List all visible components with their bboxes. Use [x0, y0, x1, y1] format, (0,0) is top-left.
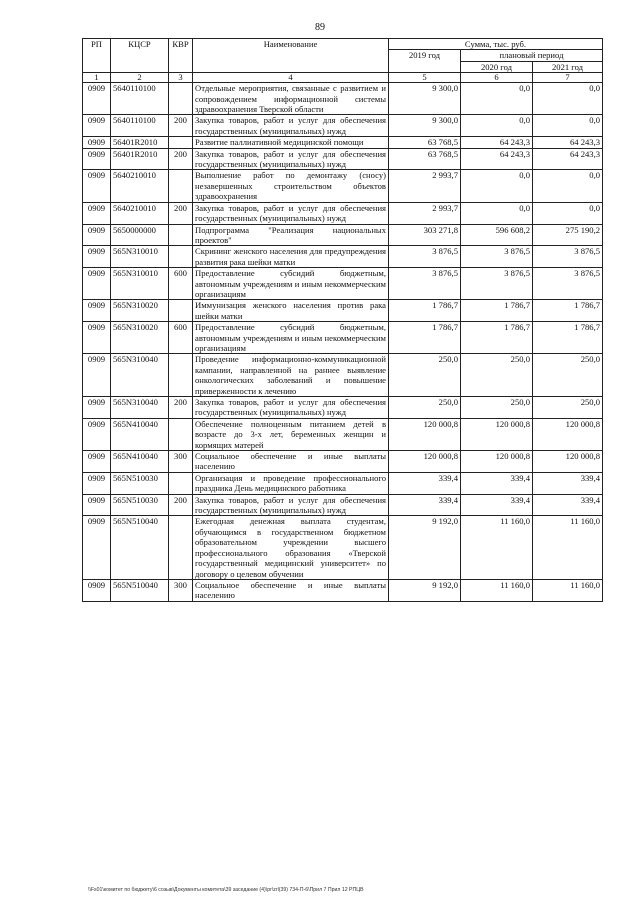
- cell-sum-2019: 3 876,5: [389, 246, 461, 268]
- cell-kcsr: 565N510030: [111, 472, 169, 494]
- cell-sum-2021: 64 243,3: [533, 148, 603, 170]
- cell-kcsr: 565N310040: [111, 397, 169, 419]
- cell-name: Отдельные мероприятия, связанные с развитием и сопровождением информационной системы здравоохранения Тверской области: [193, 83, 389, 115]
- cell-sum-2021: 0,0: [533, 83, 603, 115]
- cell-rp: 0909: [83, 472, 111, 494]
- cell-name: Развитие паллиативной медицинской помощи: [193, 137, 389, 148]
- header-kcsr: КЦСР: [111, 39, 169, 73]
- column-index: 3: [169, 73, 193, 83]
- cell-sum-2021: 339,4: [533, 472, 603, 494]
- cell-kvr: [169, 224, 193, 246]
- table-row: [83, 202, 603, 224]
- cell-rp: 0909: [83, 494, 111, 516]
- cell-kvr: 300: [169, 451, 193, 473]
- cell-rp: 0909: [83, 202, 111, 224]
- cell-sum-2021: 120 000,8: [533, 451, 603, 473]
- cell-name: Социальное обеспечение и иные выплаты населению: [193, 451, 389, 473]
- cell-name: Подпрограмма "Реализация национальных проектов": [193, 224, 389, 246]
- cell-sum-2019: 63 768,5: [389, 137, 461, 148]
- cell-rp: 0909: [83, 137, 111, 148]
- cell-kcsr: 565N310040: [111, 354, 169, 397]
- cell-name: Закупка товаров, работ и услуг для обеспечения государственных (муниципальных) нужд: [193, 202, 389, 224]
- cell-sum-2020: 64 243,3: [461, 137, 533, 148]
- cell-sum-2021: 339,4: [533, 494, 603, 516]
- cell-sum-2019: 120 000,8: [389, 418, 461, 450]
- cell-kcsr: 5640210010: [111, 202, 169, 224]
- cell-kvr: [169, 418, 193, 450]
- cell-sum-2021: 120 000,8: [533, 418, 603, 450]
- cell-sum-2020: 64 243,3: [461, 148, 533, 170]
- cell-sum-2019: 9 192,0: [389, 579, 461, 601]
- cell-name: Обеспечение полноценным питанием детей в возрасте до 3-х лет, беременных женщин и кормящих матерей: [193, 418, 389, 450]
- cell-sum-2021: 250,0: [533, 354, 603, 397]
- cell-rp: 0909: [83, 516, 111, 579]
- cell-sum-2020: 3 876,5: [461, 268, 533, 300]
- header-year-2021: 2021 год: [533, 61, 603, 72]
- cell-sum-2020: 339,4: [461, 494, 533, 516]
- cell-kvr: 300: [169, 579, 193, 601]
- column-index: 1: [83, 73, 111, 83]
- cell-sum-2019: 250,0: [389, 354, 461, 397]
- cell-sum-2021: 64 243,3: [533, 137, 603, 148]
- cell-sum-2020: 0,0: [461, 115, 533, 137]
- cell-sum-2019: 2 993,7: [389, 170, 461, 202]
- cell-name: Закупка товаров, работ и услуг для обеспечения государственных (муниципальных) нужд: [193, 397, 389, 419]
- cell-kvr: [169, 170, 193, 202]
- header-rp: РП: [83, 39, 111, 73]
- column-index-row: [83, 73, 603, 83]
- cell-kvr: 200: [169, 494, 193, 516]
- cell-sum-2019: 303 271,8: [389, 224, 461, 246]
- cell-sum-2021: 11 160,0: [533, 579, 603, 601]
- table-row: [83, 418, 603, 450]
- cell-kcsr: 565N510030: [111, 494, 169, 516]
- cell-sum-2019: 120 000,8: [389, 451, 461, 473]
- cell-kvr: [169, 246, 193, 268]
- cell-sum-2020: 596 608,2: [461, 224, 533, 246]
- cell-name: Проведение информационно-коммуникационной кампании, направленной на раннее выявление онкологических заболеваний и повышение приверженности к лечению: [193, 354, 389, 397]
- cell-sum-2021: 3 876,5: [533, 246, 603, 268]
- cell-name: Ежегодная денежная выплата студентам, обучающимся в государственном бюджетном образовательном учреждении высшего профессионального образования «Тверской государственный медицинский университет» по договору о целевом обучении: [193, 516, 389, 579]
- cell-kvr: [169, 137, 193, 148]
- cell-rp: 0909: [83, 224, 111, 246]
- cell-kcsr: 565N410040: [111, 418, 169, 450]
- cell-kcsr: 565N510040: [111, 579, 169, 601]
- cell-kcsr: 565N310010: [111, 268, 169, 300]
- cell-sum-2019: 339,4: [389, 494, 461, 516]
- table-row: [83, 170, 603, 202]
- cell-sum-2020: 250,0: [461, 354, 533, 397]
- cell-kvr: [169, 300, 193, 322]
- cell-kcsr: 5640110100: [111, 83, 169, 115]
- column-index: 6: [461, 73, 533, 83]
- cell-sum-2021: 1 786,7: [533, 300, 603, 322]
- cell-sum-2020: 120 000,8: [461, 451, 533, 473]
- cell-sum-2021: 250,0: [533, 397, 603, 419]
- cell-kcsr: 565N310020: [111, 300, 169, 322]
- cell-sum-2021: 0,0: [533, 115, 603, 137]
- cell-sum-2020: 0,0: [461, 202, 533, 224]
- table-row: [83, 494, 603, 516]
- cell-sum-2021: 1 786,7: [533, 322, 603, 354]
- table-row: [83, 300, 603, 322]
- cell-kvr: 200: [169, 148, 193, 170]
- cell-kcsr: 5640210010: [111, 170, 169, 202]
- cell-sum-2020: 1 786,7: [461, 300, 533, 322]
- cell-sum-2019: 9 300,0: [389, 115, 461, 137]
- cell-rp: 0909: [83, 300, 111, 322]
- cell-sum-2020: 11 160,0: [461, 579, 533, 601]
- header-year-2019: 2019 год: [389, 50, 461, 73]
- header-year-2020: 2020 год: [461, 61, 533, 72]
- table-row: [83, 516, 603, 579]
- cell-sum-2020: 0,0: [461, 170, 533, 202]
- cell-kcsr: 565N510040: [111, 516, 169, 579]
- header-kvr: КВР: [169, 39, 193, 73]
- cell-rp: 0909: [83, 148, 111, 170]
- cell-sum-2020: 0,0: [461, 83, 533, 115]
- cell-rp: 0909: [83, 83, 111, 115]
- cell-name: Закупка товаров, работ и услуг для обеспечения государственных (муниципальных) нужд: [193, 148, 389, 170]
- column-index: 2: [111, 73, 169, 83]
- cell-rp: 0909: [83, 579, 111, 601]
- table-row: [83, 397, 603, 419]
- cell-sum-2019: 9 192,0: [389, 516, 461, 579]
- cell-kvr: [169, 472, 193, 494]
- table-row: [83, 354, 603, 397]
- cell-name: Социальное обеспечение и иные выплаты населению: [193, 579, 389, 601]
- cell-kvr: [169, 83, 193, 115]
- cell-kcsr: 565N410040: [111, 451, 169, 473]
- cell-sum-2021: 0,0: [533, 170, 603, 202]
- cell-sum-2019: 1 786,7: [389, 300, 461, 322]
- cell-sum-2019: 250,0: [389, 397, 461, 419]
- table-row: [83, 268, 603, 300]
- cell-name: Закупка товаров, работ и услуг для обеспечения государственных (муниципальных) нужд: [193, 115, 389, 137]
- table-header: [83, 39, 603, 83]
- table-row: [83, 115, 603, 137]
- cell-rp: 0909: [83, 354, 111, 397]
- table-row: [83, 579, 603, 601]
- page-number: 89: [315, 22, 325, 33]
- column-index: 5: [389, 73, 461, 83]
- table-row: [83, 137, 603, 148]
- cell-rp: 0909: [83, 397, 111, 419]
- cell-sum-2019: 3 876,5: [389, 268, 461, 300]
- cell-rp: 0909: [83, 451, 111, 473]
- cell-sum-2020: 3 876,5: [461, 246, 533, 268]
- table-row: [83, 472, 603, 494]
- cell-rp: 0909: [83, 246, 111, 268]
- cell-sum-2019: 339,4: [389, 472, 461, 494]
- cell-kcsr: 565N310010: [111, 246, 169, 268]
- cell-sum-2020: 1 786,7: [461, 322, 533, 354]
- cell-sum-2020: 120 000,8: [461, 418, 533, 450]
- cell-kcsr: 5640110100: [111, 115, 169, 137]
- cell-sum-2019: 9 300,0: [389, 83, 461, 115]
- cell-name: Закупка товаров, работ и услуг для обеспечения государственных (муниципальных) нужд: [193, 494, 389, 516]
- column-index: 7: [533, 73, 603, 83]
- cell-kvr: 600: [169, 268, 193, 300]
- cell-name: Выполнение работ по демонтажу (сносу) незавершенных строительством объектов здравоохранения: [193, 170, 389, 202]
- cell-kvr: 200: [169, 115, 193, 137]
- cell-sum-2019: 1 786,7: [389, 322, 461, 354]
- cell-sum-2020: 339,4: [461, 472, 533, 494]
- header-name: Наименование: [193, 39, 389, 73]
- cell-sum-2020: 250,0: [461, 397, 533, 419]
- cell-kvr: 200: [169, 397, 193, 419]
- cell-name: Предоставление субсидий бюджетным, автономным учреждениям и иным некоммерческим организациям: [193, 268, 389, 300]
- cell-name: Скрининг женского населения для предупреждения развития рака шейки матки: [193, 246, 389, 268]
- cell-sum-2021: 0,0: [533, 202, 603, 224]
- cell-kvr: 600: [169, 322, 193, 354]
- table-body: [83, 83, 603, 602]
- header-planned-period: плановый период: [461, 50, 603, 61]
- cell-sum-2021: 11 160,0: [533, 516, 603, 579]
- cell-sum-2019: 2 993,7: [389, 202, 461, 224]
- table-row: [83, 246, 603, 268]
- cell-rp: 0909: [83, 115, 111, 137]
- cell-sum-2021: 3 876,5: [533, 268, 603, 300]
- cell-sum-2021: 275 190,2: [533, 224, 603, 246]
- footer-file-path: \\Fs01\комитет по бюджету\6 созыв\Документы комитета\39 заседание (4)\pr\zrl(39) 734-П-6\Прил 7 Прил 12 РПЦВ: [88, 887, 364, 893]
- cell-rp: 0909: [83, 322, 111, 354]
- header-sum: Сумма, тыс. руб.: [389, 39, 603, 50]
- cell-kvr: [169, 354, 193, 397]
- cell-kvr: [169, 516, 193, 579]
- table-row: [83, 83, 603, 115]
- cell-sum-2020: 11 160,0: [461, 516, 533, 579]
- table-row: [83, 451, 603, 473]
- cell-kvr: 200: [169, 202, 193, 224]
- budget-table: [82, 38, 603, 602]
- cell-sum-2019: 63 768,5: [389, 148, 461, 170]
- cell-name: Иммунизация женского населения против рака шейки матки: [193, 300, 389, 322]
- table-row: [83, 148, 603, 170]
- cell-rp: 0909: [83, 418, 111, 450]
- cell-kcsr: 565N310020: [111, 322, 169, 354]
- column-index: 4: [193, 73, 389, 83]
- cell-kcsr: 5650000000: [111, 224, 169, 246]
- cell-rp: 0909: [83, 170, 111, 202]
- cell-kcsr: 56401R2010: [111, 148, 169, 170]
- table-row: [83, 322, 603, 354]
- table-row: [83, 224, 603, 246]
- cell-rp: 0909: [83, 268, 111, 300]
- cell-kcsr: 56401R2010: [111, 137, 169, 148]
- cell-name: Организация и проведение профессионального праздника День медицинского работника: [193, 472, 389, 494]
- cell-name: Предоставление субсидий бюджетным, автономным учреждениям и иным некоммерческим организациям: [193, 322, 389, 354]
